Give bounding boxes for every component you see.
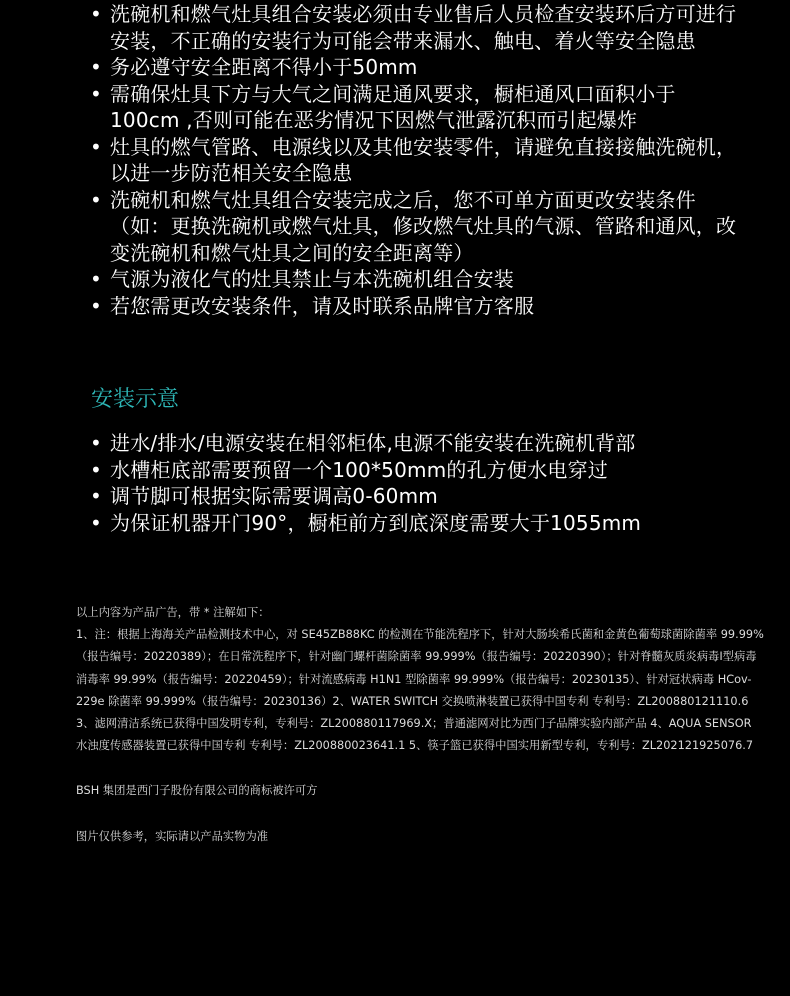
list-item-text: 洗碗机和燃气灶具组合安装完成之后，您不可单方面更改安装条件（如：更换洗碗机或燃气灶具，修改燃气灶具的气源、管路和通风，改变洗碗机和燃气灶具之间的安全距离等） xyxy=(110,187,737,265)
bullet-icon: • xyxy=(90,293,102,318)
list-item-text: 洗碗机和燃气灶具组合安装必须由专业售后人员检查安装环后方可进行安装，不正确的安装行为可能会带来漏水、触电、着火等安全隐患 xyxy=(110,2,737,53)
list-item xyxy=(90,81,740,134)
list-item xyxy=(90,134,740,187)
list-item xyxy=(90,293,740,320)
list-item xyxy=(90,483,740,510)
list-item xyxy=(90,457,740,484)
list-item xyxy=(90,266,740,293)
list-item-text: 水槽柜底部需要预留一个100*50mm的孔方便水电穿过 xyxy=(110,457,608,482)
list-item-text: 务必遵守安全距离不得小于50mm xyxy=(110,55,418,79)
installation-notes-list xyxy=(90,430,740,536)
list-item xyxy=(90,430,740,457)
bullet-icon: • xyxy=(90,431,102,455)
image-disclaimer: 图片仅供参考，实际请以产品实物为准 xyxy=(76,829,269,843)
list-item xyxy=(90,187,740,267)
footnote-details: 1、注：根据上海海关产品检测技术中心，对 SE45ZB88KC 的检测在节能洗程序下，针对大肠埃希氏菌和金黄色葡萄球菌除菌率 99.99%（报告编号：20220389）；在日常洗程序下，针对幽门螺杆菌除菌率 99.999%（报告编号：20220390）；针对脊髓灰质炎病毒I型病毒消毒率 99.99%（报告编号：20220459）；针对流感病毒 H1N1 型除菌率 99.999%（报告编号：20230135）、针对冠状病毒 HCov-229e 除菌率 99.999%（报告编号：20230136）2、WATER SWITCH 交换喷淋装置已获得中国专利 专利号：ZL200880121110.6 3、滤网清洁系统已获得中国发明专利，专利号：ZL200880117969.X；普通滤网对比为西门子品牌实验内部产品 4、AQUA SENSOR 水浊度传感器装置已获得中国专利 专利号：ZL200880023641.1 5、筷子篮已获得中国实用新型专利，专利号：ZL202121925076.7 xyxy=(76,628,764,753)
list-item-text: 为保证机器开门90°，橱柜前方到底深度需要大于1055mm xyxy=(110,510,642,535)
bullet-icon: • xyxy=(90,81,102,106)
list-item-text: 需确保灶具下方与大气之间满足通风要求，橱柜通风口面积小于100cm ,否则可能在恶劣情况下因燃气泄露沉积而引起爆炸 xyxy=(110,81,676,132)
bullet-icon: • xyxy=(90,510,102,535)
list-item xyxy=(90,510,740,537)
section-title: 安装示意 xyxy=(91,387,180,412)
list-item-text: 调节脚可根据实际需要调高0-60mm xyxy=(110,484,438,508)
list-item xyxy=(90,54,740,81)
list-item-text: 若您需更改安装条件，请及时联系品牌官方客服 xyxy=(110,293,535,318)
bullet-icon: • xyxy=(90,484,102,508)
safety-notice-list xyxy=(90,1,740,319)
list-item-text: 灶具的燃气管路、电源线以及其他安装零件，请避免直接接触洗碗机，以进一步防范相关安全隐患 xyxy=(110,134,737,185)
list-item-text: 气源为液化气的灶具禁止与本洗碗机组合安装 xyxy=(110,267,514,291)
trademark-notice: BSH 集团是西门子股份有限公司的商标被许可方 xyxy=(76,784,318,798)
list-item xyxy=(90,1,740,54)
footnotes xyxy=(76,602,766,848)
bullet-icon: • xyxy=(90,2,102,26)
bullet-icon: • xyxy=(90,55,102,79)
bullet-icon: • xyxy=(90,457,102,482)
bullet-icon: • xyxy=(90,134,102,159)
bullet-icon: • xyxy=(90,267,102,291)
footnote-intro: 以上内容为产品广告，带 * 注解如下： xyxy=(76,606,270,619)
list-item-text: 进水/排水/电源安装在相邻柜体,电源不能安装在洗碗机背部 xyxy=(110,431,636,455)
bullet-icon: • xyxy=(90,187,102,212)
